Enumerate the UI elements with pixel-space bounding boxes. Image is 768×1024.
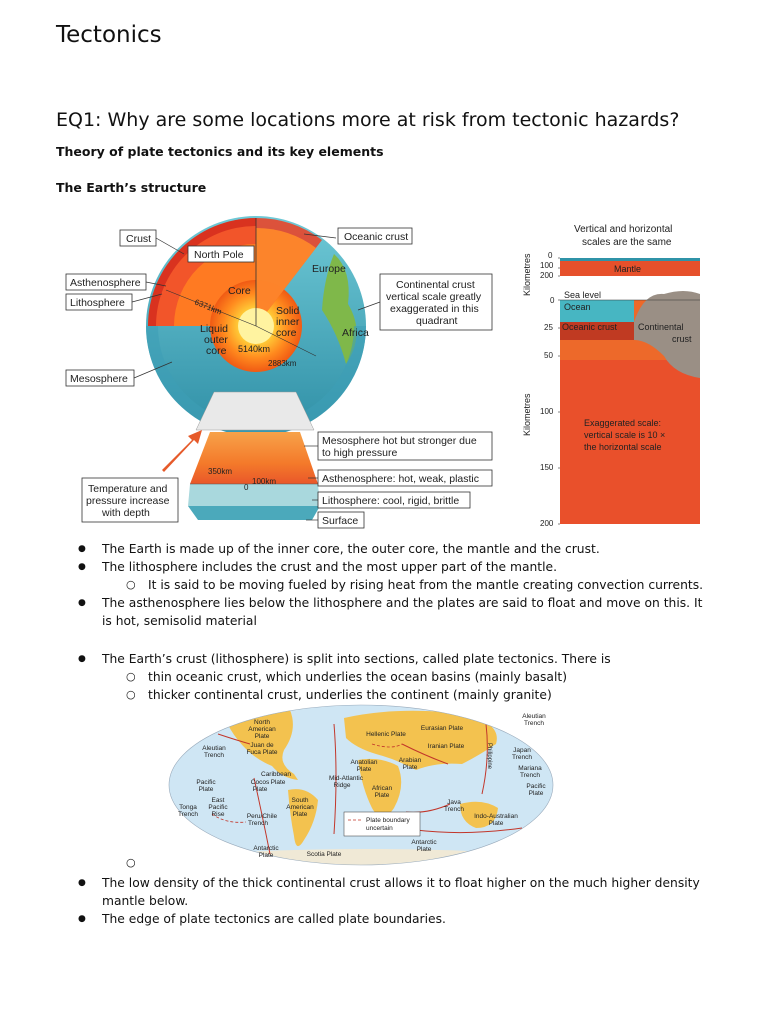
map-label: Aleutian [202, 745, 226, 752]
solid-inner-core-label-3: core [276, 327, 297, 339]
map-label: Indo-Australian [474, 813, 518, 820]
map-label: Plate [356, 766, 372, 773]
map-label: Ridge [333, 782, 351, 789]
top-tick-0: 0 [548, 251, 553, 260]
bullet-list-structure [56, 540, 736, 630]
north-pole-label: North Pole [194, 249, 244, 261]
liquid-outer-core-label-2: outer [204, 334, 228, 346]
crust-scale-diagram [514, 218, 714, 530]
exaggerated-label-3: the horizontal scale [584, 442, 662, 452]
earth-structure-diagram [56, 214, 506, 532]
map-label: East [211, 797, 225, 804]
map-label: Plate [374, 792, 390, 799]
bottom-tick-25: 25 [544, 323, 553, 332]
map-label: Plate [488, 820, 504, 827]
bottom-tick-200: 200 [540, 519, 554, 528]
list-item: ● The low density of the thick continental crust allows it to float higher on the much higher density [56, 874, 736, 892]
section-heading: Theory of plate tectonics and its key elements [56, 144, 384, 159]
list-item: ○ thin oceanic crust, which underlies the ocean basins (mainly basalt) [56, 668, 736, 686]
map-label: Trench [178, 811, 198, 818]
africa-label: Africa [342, 327, 369, 339]
mesosphere-hot-label-2: to high pressure [322, 447, 398, 459]
scale-title-1: Vertical and horizontal [574, 224, 673, 235]
crust-label: Crust [126, 233, 152, 245]
map-label: uncertain [366, 825, 393, 832]
exaggerated-label-2: vertical scale is 10 × [584, 430, 666, 440]
asthenosphere-hot-label: Asthenosphere: hot, weak, plastic [322, 473, 480, 485]
map-label: Plate boundary [366, 817, 410, 824]
map-label: Eurasian Plate [420, 725, 464, 732]
depth-0-label: 0 [244, 483, 249, 492]
map-label: Mid-Atlantic [329, 775, 363, 782]
core-label: Core [228, 285, 251, 297]
map-label: Tonga [179, 804, 197, 811]
map-label: Arabian [398, 757, 422, 764]
surface-label: Surface [322, 515, 359, 527]
map-label: Pacific [208, 804, 228, 811]
bottom-tick-150: 150 [540, 463, 554, 472]
map-label: Philippine [486, 742, 492, 770]
continental-scale-label-1: Continental [638, 322, 684, 332]
top-tick-100: 100 [540, 261, 554, 270]
map-label: Plate [258, 852, 274, 859]
top-axis-label: Kilometres [522, 253, 532, 296]
bottom-tick-50: 50 [544, 351, 553, 360]
map-label: Scotia Plate [306, 851, 342, 858]
map-label: Plate [416, 846, 432, 853]
map-label: Japan [513, 747, 531, 754]
subsection-heading: The Earth’s structure [56, 180, 207, 195]
map-label: Antarctic [253, 845, 279, 852]
solid-inner-core-label-2: inner [276, 316, 300, 328]
continental-label-2: vertical scale greatly [386, 291, 482, 303]
map-label: Plate [252, 786, 268, 793]
map-label: Iranian Plate [427, 743, 465, 750]
plate-boundaries-map [166, 704, 556, 866]
map-label: Plate [292, 811, 308, 818]
map-label: Plate [254, 733, 270, 740]
list-item: ● The edge of plate tectonics are called plate boundaries. [56, 910, 736, 928]
list-item: ● The asthenosphere lies below the lithosphere and the plates are said to float and move on this. It [56, 594, 736, 612]
map-label: Plate [270, 779, 286, 786]
list-item-continuation: mantle below. [102, 894, 189, 908]
list-item: ● The Earth’s crust (lithosphere) is split into sections, called plate tectonics. There is [56, 650, 736, 668]
temperature-label-1: Temperature and [88, 483, 168, 495]
radius-5140-label: 5140km [238, 344, 271, 354]
map-label: Trench [204, 752, 224, 759]
exaggerated-label-1: Exaggerated scale: [584, 418, 662, 428]
list-item: ● The lithosphere includes the crust and the most upper part of the mantle. [56, 558, 736, 576]
map-label: Plate [528, 790, 544, 797]
map-label: Fuca Plate [246, 749, 278, 756]
depth-100-label: 100km [252, 477, 277, 486]
continental-label-1: Continental crust [396, 279, 475, 291]
temperature-label-3: with depth [102, 507, 150, 519]
list-item: ○ thicker continental crust, underlies the continent (mainly granite) [56, 686, 736, 704]
depth-350-label: 350km [208, 467, 233, 476]
radius-6371-label: 6371km [193, 297, 224, 317]
map-label: Peru/Chile [246, 813, 278, 820]
mesosphere-hot-label-1: Mesosphere hot but stronger due [322, 435, 477, 447]
mantle-label: Mantle [614, 264, 642, 274]
ocean-label: Ocean [564, 302, 591, 312]
lithosphere-label: Lithosphere [70, 297, 125, 309]
list-item-continuation: is hot, semisolid material [102, 614, 257, 628]
temperature-label-2: pressure increase [86, 495, 170, 507]
map-label: Anatolian [350, 759, 378, 766]
map-label: Rise [211, 811, 225, 818]
list-item: ○ It is said to be moving fueled by rising heat from the mantle creating convection currents. [56, 576, 736, 594]
map-label: Mariana [518, 765, 542, 772]
map-label: Trench [520, 772, 540, 779]
bullet-list-density [56, 874, 736, 928]
map-label: Cocos [250, 779, 270, 786]
map-label: South [291, 797, 309, 804]
lithosphere-cool-label: Lithosphere: cool, rigid, brittle [322, 495, 460, 507]
liquid-outer-core-label-1: Liquid [200, 323, 229, 335]
temperature-arrow [162, 430, 202, 472]
bullet-list-crust [56, 650, 736, 704]
map-label: Hellenic Plate [366, 731, 406, 738]
map-label: Aleutian [522, 713, 546, 720]
bottom-tick-0: 0 [550, 296, 555, 305]
map-label: African [371, 785, 393, 792]
empty-sub-bullet: ○ [126, 856, 136, 869]
oceanic-crust-scale-label: Oceanic crust [562, 322, 618, 332]
map-label: Trench [524, 720, 544, 727]
sea-level-label: Sea level [564, 290, 602, 300]
eq-heading: EQ1: Why are some locations more at risk from tectonic hazards? [56, 109, 680, 131]
map-legend [344, 812, 420, 836]
map-label: Pacific [526, 783, 546, 790]
map-label: Plate [198, 786, 214, 793]
bottom-tick-100: 100 [540, 407, 554, 416]
continental-label-4: quadrant [416, 315, 458, 327]
map-label: Antarctic [411, 839, 437, 846]
map-label: Trench [444, 806, 464, 813]
radius-2883-label: 2883km [268, 359, 297, 368]
oceanic-crust-label: Oceanic crust [344, 231, 409, 243]
bottom-axis-label: Kilometres [522, 393, 532, 436]
europe-label: Europe [312, 263, 346, 275]
map-label: Caribbean [261, 771, 291, 778]
map-label: Java [447, 799, 461, 806]
continental-scale-label-2: crust [672, 334, 692, 344]
list-item: ● The Earth is made up of the inner core, the outer core, the mantle and the crust. [56, 540, 736, 558]
document-title: Tectonics [56, 22, 162, 48]
map-label: Pacific [196, 779, 216, 786]
top-tick-200: 200 [540, 271, 554, 280]
continental-label-3: exaggerated in this [390, 303, 479, 315]
map-label: Plate [402, 764, 418, 771]
map-label: Juan de [250, 742, 274, 749]
map-label: American [248, 726, 276, 733]
mesosphere-label: Mesosphere [70, 373, 128, 385]
solid-inner-core-label-1: Solid [276, 305, 300, 317]
map-label: Trench [248, 820, 268, 827]
asthenosphere-label: Asthenosphere [70, 277, 141, 289]
liquid-outer-core-label-3: core [206, 345, 227, 357]
map-label: American [286, 804, 314, 811]
map-label: North [254, 719, 270, 726]
scale-title-2: scales are the same [582, 237, 672, 248]
map-label: Trench [512, 754, 532, 761]
